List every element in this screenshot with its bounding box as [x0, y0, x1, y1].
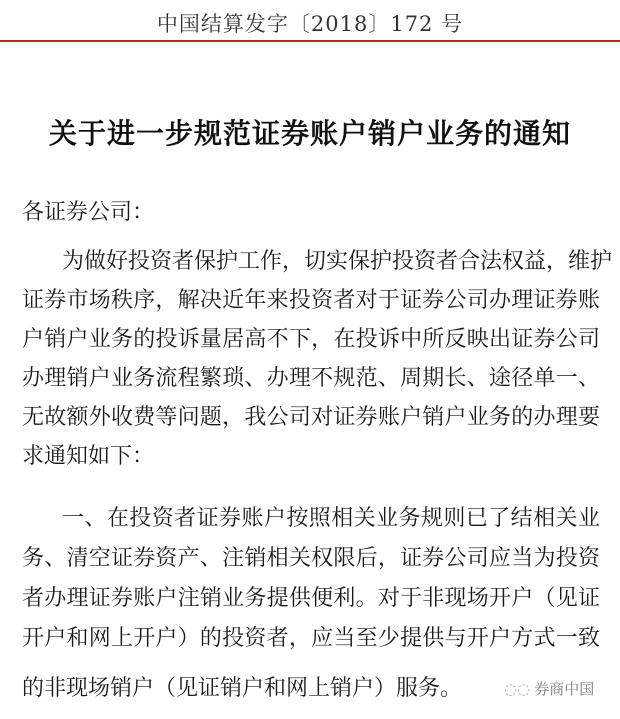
paragraph-line: 求通知如下： — [22, 444, 155, 469]
watermark — [504, 678, 594, 699]
paragraph-line: 者办理证券账户注销业务提供便利。对于非现场开户（见证 — [22, 586, 600, 611]
paragraph-line: 一、在投资者证券账户按照相关业务规则已了结相关业 — [62, 506, 600, 531]
paragraph-line: 务、清空证券资产、注销相关权限后，证券公司应当为投资 — [22, 546, 600, 571]
paragraph-line: 无故额外收费等问题，我公司对证券账户销户业务的办理要 — [22, 405, 600, 430]
paragraph-line: 开户和网上开户）的投资者，应当至少提供与开户方式一致 — [22, 626, 600, 651]
paragraph-line: 的非现场销户（见证销户和网上销户）服务。 — [22, 676, 463, 701]
paragraph-line: 户销户业务的投诉量居高不下，在投诉中所反映出证券公司 — [22, 327, 600, 352]
paragraph-line: 为做好投资者保护工作，切实保护投资者合法权益，维护 — [62, 249, 613, 274]
red-divider — [0, 40, 620, 42]
wechat-icon: ◌◌ — [504, 680, 531, 698]
watermark-text: 券商中国 — [534, 680, 595, 698]
document-title: 关于进一步规范证券账户销户业务的通知 — [48, 117, 571, 150]
paragraph-line: 证券市场秩序，解决近年来投资者对于证券公司办理证券账 — [22, 288, 600, 313]
paragraph-line: 办理销户业务流程繁琐、办理不规范、周期长、途径单一、 — [22, 366, 600, 391]
document-number: 中国结算发字〔2018〕172 号 — [156, 12, 464, 36]
salutation: 各证券公司： — [22, 200, 155, 225]
